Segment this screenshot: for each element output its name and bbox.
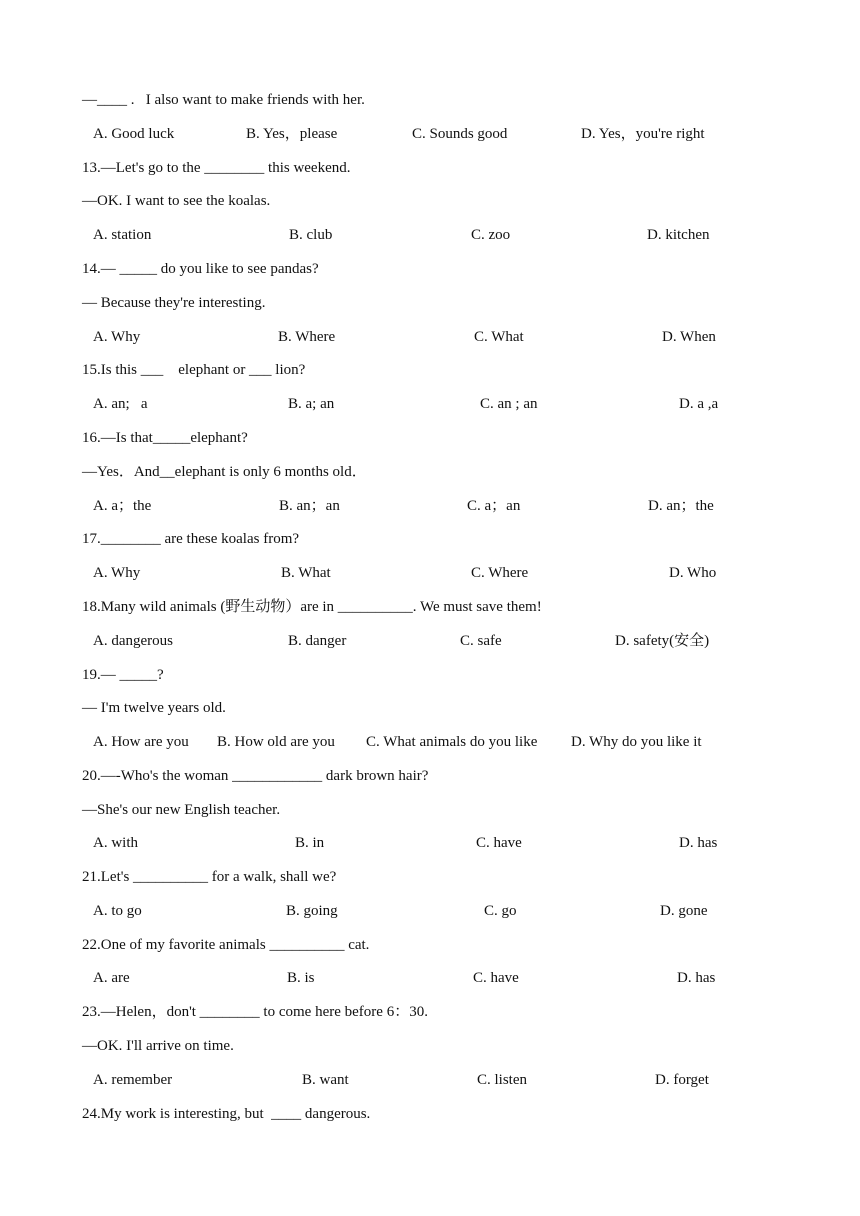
question-16-line-1: 16.—Is that_____elephant? <box>82 430 248 446</box>
question-19-option-c[interactable]: C. What animals do you like <box>366 734 538 750</box>
question-22-option-a[interactable]: A. are <box>93 970 130 986</box>
question-21-option-a[interactable]: A. to go <box>93 903 142 919</box>
question-21-option-c[interactable]: C. go <box>484 903 517 919</box>
question-13-option-b[interactable]: B. club <box>289 227 333 243</box>
question-22-line-1: 22.One of my favorite animals __________ cat. <box>82 937 370 953</box>
question-23-line-2: —OK. I'll arrive on time. <box>82 1038 234 1054</box>
question-18-option-c[interactable]: C. safe <box>460 633 502 649</box>
question-16-option-d[interactable]: D. an；the <box>648 498 714 514</box>
question-13-option-c[interactable]: C. zoo <box>471 227 511 243</box>
question-12-option-a[interactable]: A. Good luck <box>93 126 175 142</box>
question-18-option-a[interactable]: A. dangerous <box>93 633 173 649</box>
question-19-option-a[interactable]: A. How are you <box>93 734 189 750</box>
question-12-option-b[interactable]: B. Yes，please <box>246 126 338 142</box>
question-19-option-d[interactable]: D. Why do you like it <box>571 734 702 750</box>
question-20-line-1: 20.—-Who's the woman ____________ dark brown hair? <box>82 768 429 784</box>
question-13-line-1: 13.—Let's go to the ________ this weekend. <box>82 160 351 176</box>
question-20-option-b[interactable]: B. in <box>295 835 325 851</box>
question-14-option-a[interactable]: A. Why <box>93 329 141 345</box>
question-20-line-2: —She's our new English teacher. <box>82 802 281 818</box>
question-15-option-c[interactable]: C. an ; an <box>480 396 538 412</box>
question-12-line-1: —____ . I also want to make friends with her. <box>82 92 365 108</box>
question-22-option-b[interactable]: B. is <box>287 970 315 986</box>
question-15-option-b[interactable]: B. a; an <box>288 396 335 412</box>
question-19-line-1: 19.— _____? <box>82 667 164 683</box>
question-19-option-b[interactable]: B. How old are you <box>217 734 335 750</box>
question-15-option-a[interactable]: A. an; a <box>93 396 148 412</box>
question-22-option-c[interactable]: C. have <box>473 970 519 986</box>
question-13-option-a[interactable]: A. station <box>93 227 152 243</box>
question-14-line-1: 14.— _____ do you like to see pandas? <box>82 261 319 277</box>
question-21-option-d[interactable]: D. gone <box>660 903 708 919</box>
question-18-line-1: 18.Many wild animals (野生动物）are in __________. We must save them! <box>82 599 542 615</box>
question-14-option-d[interactable]: D. When <box>662 329 716 345</box>
question-13-option-d[interactable]: D. kitchen <box>647 227 710 243</box>
question-18-option-d[interactable]: D. safety(安全) <box>615 633 710 649</box>
question-24-line-1: 24.My work is interesting, but ____ dangerous. <box>82 1106 371 1122</box>
question-14-line-2: — Because they're interesting. <box>82 295 266 311</box>
question-23-option-d[interactable]: D. forget <box>655 1072 709 1088</box>
question-13-line-2: —OK. I want to see the koalas. <box>82 193 271 209</box>
question-16-option-b[interactable]: B. an；an <box>279 498 340 514</box>
question-19-line-2: — I'm twelve years old. <box>82 700 226 716</box>
question-17-option-a[interactable]: A. Why <box>93 565 141 581</box>
question-23-line-1: 23.—Helen，don't ________ to come here before 6：30. <box>82 1004 428 1020</box>
question-16-option-c[interactable]: C. a；an <box>467 498 521 514</box>
question-21-line-1: 21.Let's __________ for a walk, shall we? <box>82 869 337 885</box>
question-15-option-d[interactable]: D. a ,a <box>679 396 719 412</box>
question-20-option-c[interactable]: C. have <box>476 835 522 851</box>
question-18-option-b[interactable]: B. danger <box>288 633 347 649</box>
question-23-option-b[interactable]: B. want <box>302 1072 349 1088</box>
question-23-option-a[interactable]: A. remember <box>93 1072 173 1088</box>
question-16-option-a[interactable]: A. a；the <box>93 498 152 514</box>
question-12-option-c[interactable]: C. Sounds good <box>412 126 508 142</box>
question-14-option-b[interactable]: B. Where <box>278 329 336 345</box>
question-21-option-b[interactable]: B. going <box>286 903 338 919</box>
question-20-option-d[interactable]: D. has <box>679 835 718 851</box>
question-17-option-c[interactable]: C. Where <box>471 565 529 581</box>
question-16-line-2: —Yes．And__elephant is only 6 months old． <box>82 464 367 480</box>
question-15-line-1: 15.Is this ___ elephant or ___ lion? <box>82 362 306 378</box>
question-12-option-d[interactable]: D. Yes，you're right <box>581 126 705 142</box>
question-17-line-1: 17.________ are these koalas from? <box>82 531 300 547</box>
question-20-option-a[interactable]: A. with <box>93 835 138 851</box>
question-23-option-c[interactable]: C. listen <box>477 1072 528 1088</box>
question-17-option-b[interactable]: B. What <box>281 565 331 581</box>
question-17-option-d[interactable]: D. Who <box>669 565 717 581</box>
question-22-option-d[interactable]: D. has <box>677 970 716 986</box>
question-14-option-c[interactable]: C. What <box>474 329 524 345</box>
